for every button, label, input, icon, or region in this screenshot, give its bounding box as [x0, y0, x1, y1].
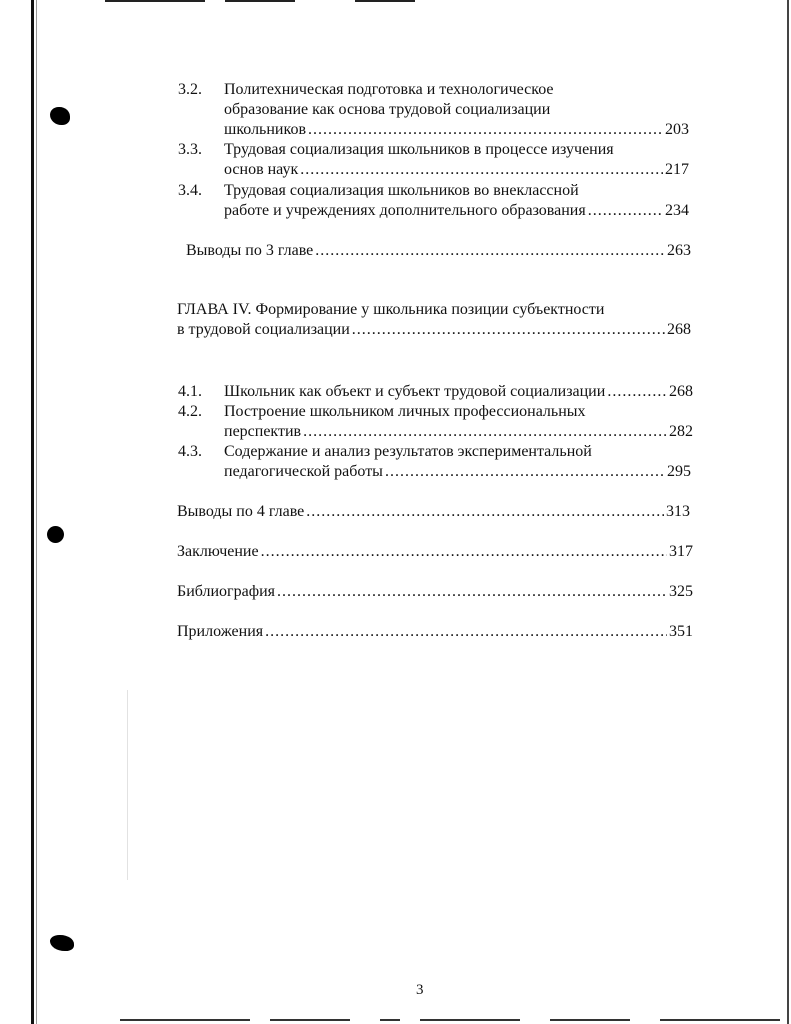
- entry-title-last: Школьник как объект и субъект трудовой социализации: [224, 383, 606, 400]
- leader-dots: [308, 120, 663, 140]
- page-ref: 282: [669, 423, 693, 440]
- page-ref: 268: [669, 383, 693, 400]
- entry-title: Выводы по 4 главе: [177, 503, 305, 520]
- toc-leader-4-1: [224, 382, 693, 402]
- page-ref: 313: [666, 503, 690, 520]
- leader-dots: [265, 622, 667, 642]
- punch-hole-top: [50, 107, 70, 125]
- page-number: 3: [416, 982, 424, 998]
- entry-title-line: Политехническая подготовка и технологическое: [224, 81, 554, 98]
- toc-conclusion-4: [177, 502, 690, 522]
- entry-title-line: Содержание и анализ результатов экспериментальной: [224, 443, 592, 460]
- entry-title-last: перспектив: [224, 423, 302, 440]
- entry-title-line: образование как основа трудовой социализации: [224, 101, 551, 118]
- entry-title: Заключение: [177, 543, 259, 560]
- scan-bottom-marks: [120, 1019, 780, 1022]
- entry-title-line: Трудовая социализация школьников во внеклассной: [224, 182, 579, 199]
- toc-appendices: [177, 622, 693, 642]
- entry-number: 3.3.: [178, 141, 202, 158]
- toc-leader-4-2: [224, 422, 693, 442]
- entry-number: 3.4.: [178, 182, 202, 199]
- entry-title: Библиография: [177, 583, 275, 600]
- page-ref: 295: [667, 463, 691, 480]
- chapter-4-heading: ГЛАВА IV. Формирование у школьника позиции субъектности: [177, 301, 605, 318]
- entry-title-line: Трудовая социализация школьников в процессе изучения: [224, 141, 614, 158]
- entry-title: Выводы по 3 главе: [186, 242, 314, 259]
- page-ref: 317: [669, 543, 693, 560]
- leader-dots: [315, 241, 665, 261]
- entry-title-last: работе и учреждениях дополнительного образования: [224, 202, 586, 219]
- leader-dots: [306, 502, 664, 522]
- entry-title-last: педагогической работы: [224, 463, 383, 480]
- leader-dots: [277, 582, 667, 602]
- scan-top-marks: [95, 0, 425, 3]
- toc-bibliography: [177, 582, 693, 602]
- scan-right-edge: [787, 0, 789, 1024]
- entry-title: Приложения: [177, 623, 264, 640]
- toc-leader-3-4: [224, 201, 689, 221]
- scan-left-edge-shadow: [36, 0, 37, 1024]
- page-ref: 234: [665, 202, 689, 219]
- entry-number: 3.2.: [178, 81, 202, 98]
- page-ref: 351: [669, 623, 693, 640]
- entry-number: 4.1.: [178, 383, 202, 400]
- toc-conclusion-3: [186, 241, 691, 261]
- page-ref: 217: [665, 161, 689, 178]
- chapter-4-heading-cont: в трудовой социализации: [177, 321, 350, 338]
- leader-dots: [303, 422, 667, 442]
- entry-title-last: школьников: [224, 121, 306, 138]
- page-ref: 325: [669, 583, 693, 600]
- leader-dots: [607, 382, 667, 402]
- page-ref: 268: [667, 321, 691, 338]
- toc-leader-4-3: [224, 462, 691, 482]
- punch-hole-middle: [47, 526, 64, 543]
- punch-hole-bottom: [50, 935, 74, 951]
- leader-dots: [385, 462, 665, 482]
- scan-faint-line: [127, 690, 128, 880]
- toc-leader-3-2: [224, 120, 689, 140]
- leader-dots: [261, 542, 667, 562]
- page-ref: 203: [665, 121, 689, 138]
- leader-dots: [300, 160, 663, 180]
- entry-number: 4.3.: [178, 443, 202, 460]
- leader-dots: [588, 201, 663, 221]
- toc-leader-3-3: [224, 160, 689, 180]
- entry-title-line: Построение школьником личных профессиональных: [224, 403, 586, 420]
- leader-dots: [352, 320, 665, 340]
- entry-title-last: основ наук: [224, 161, 299, 178]
- toc-closing: [177, 542, 693, 562]
- entry-number: 4.2.: [178, 403, 202, 420]
- scan-left-edge: [31, 0, 34, 1024]
- toc-chapter-4: [177, 320, 691, 340]
- page-ref: 263: [667, 242, 691, 259]
